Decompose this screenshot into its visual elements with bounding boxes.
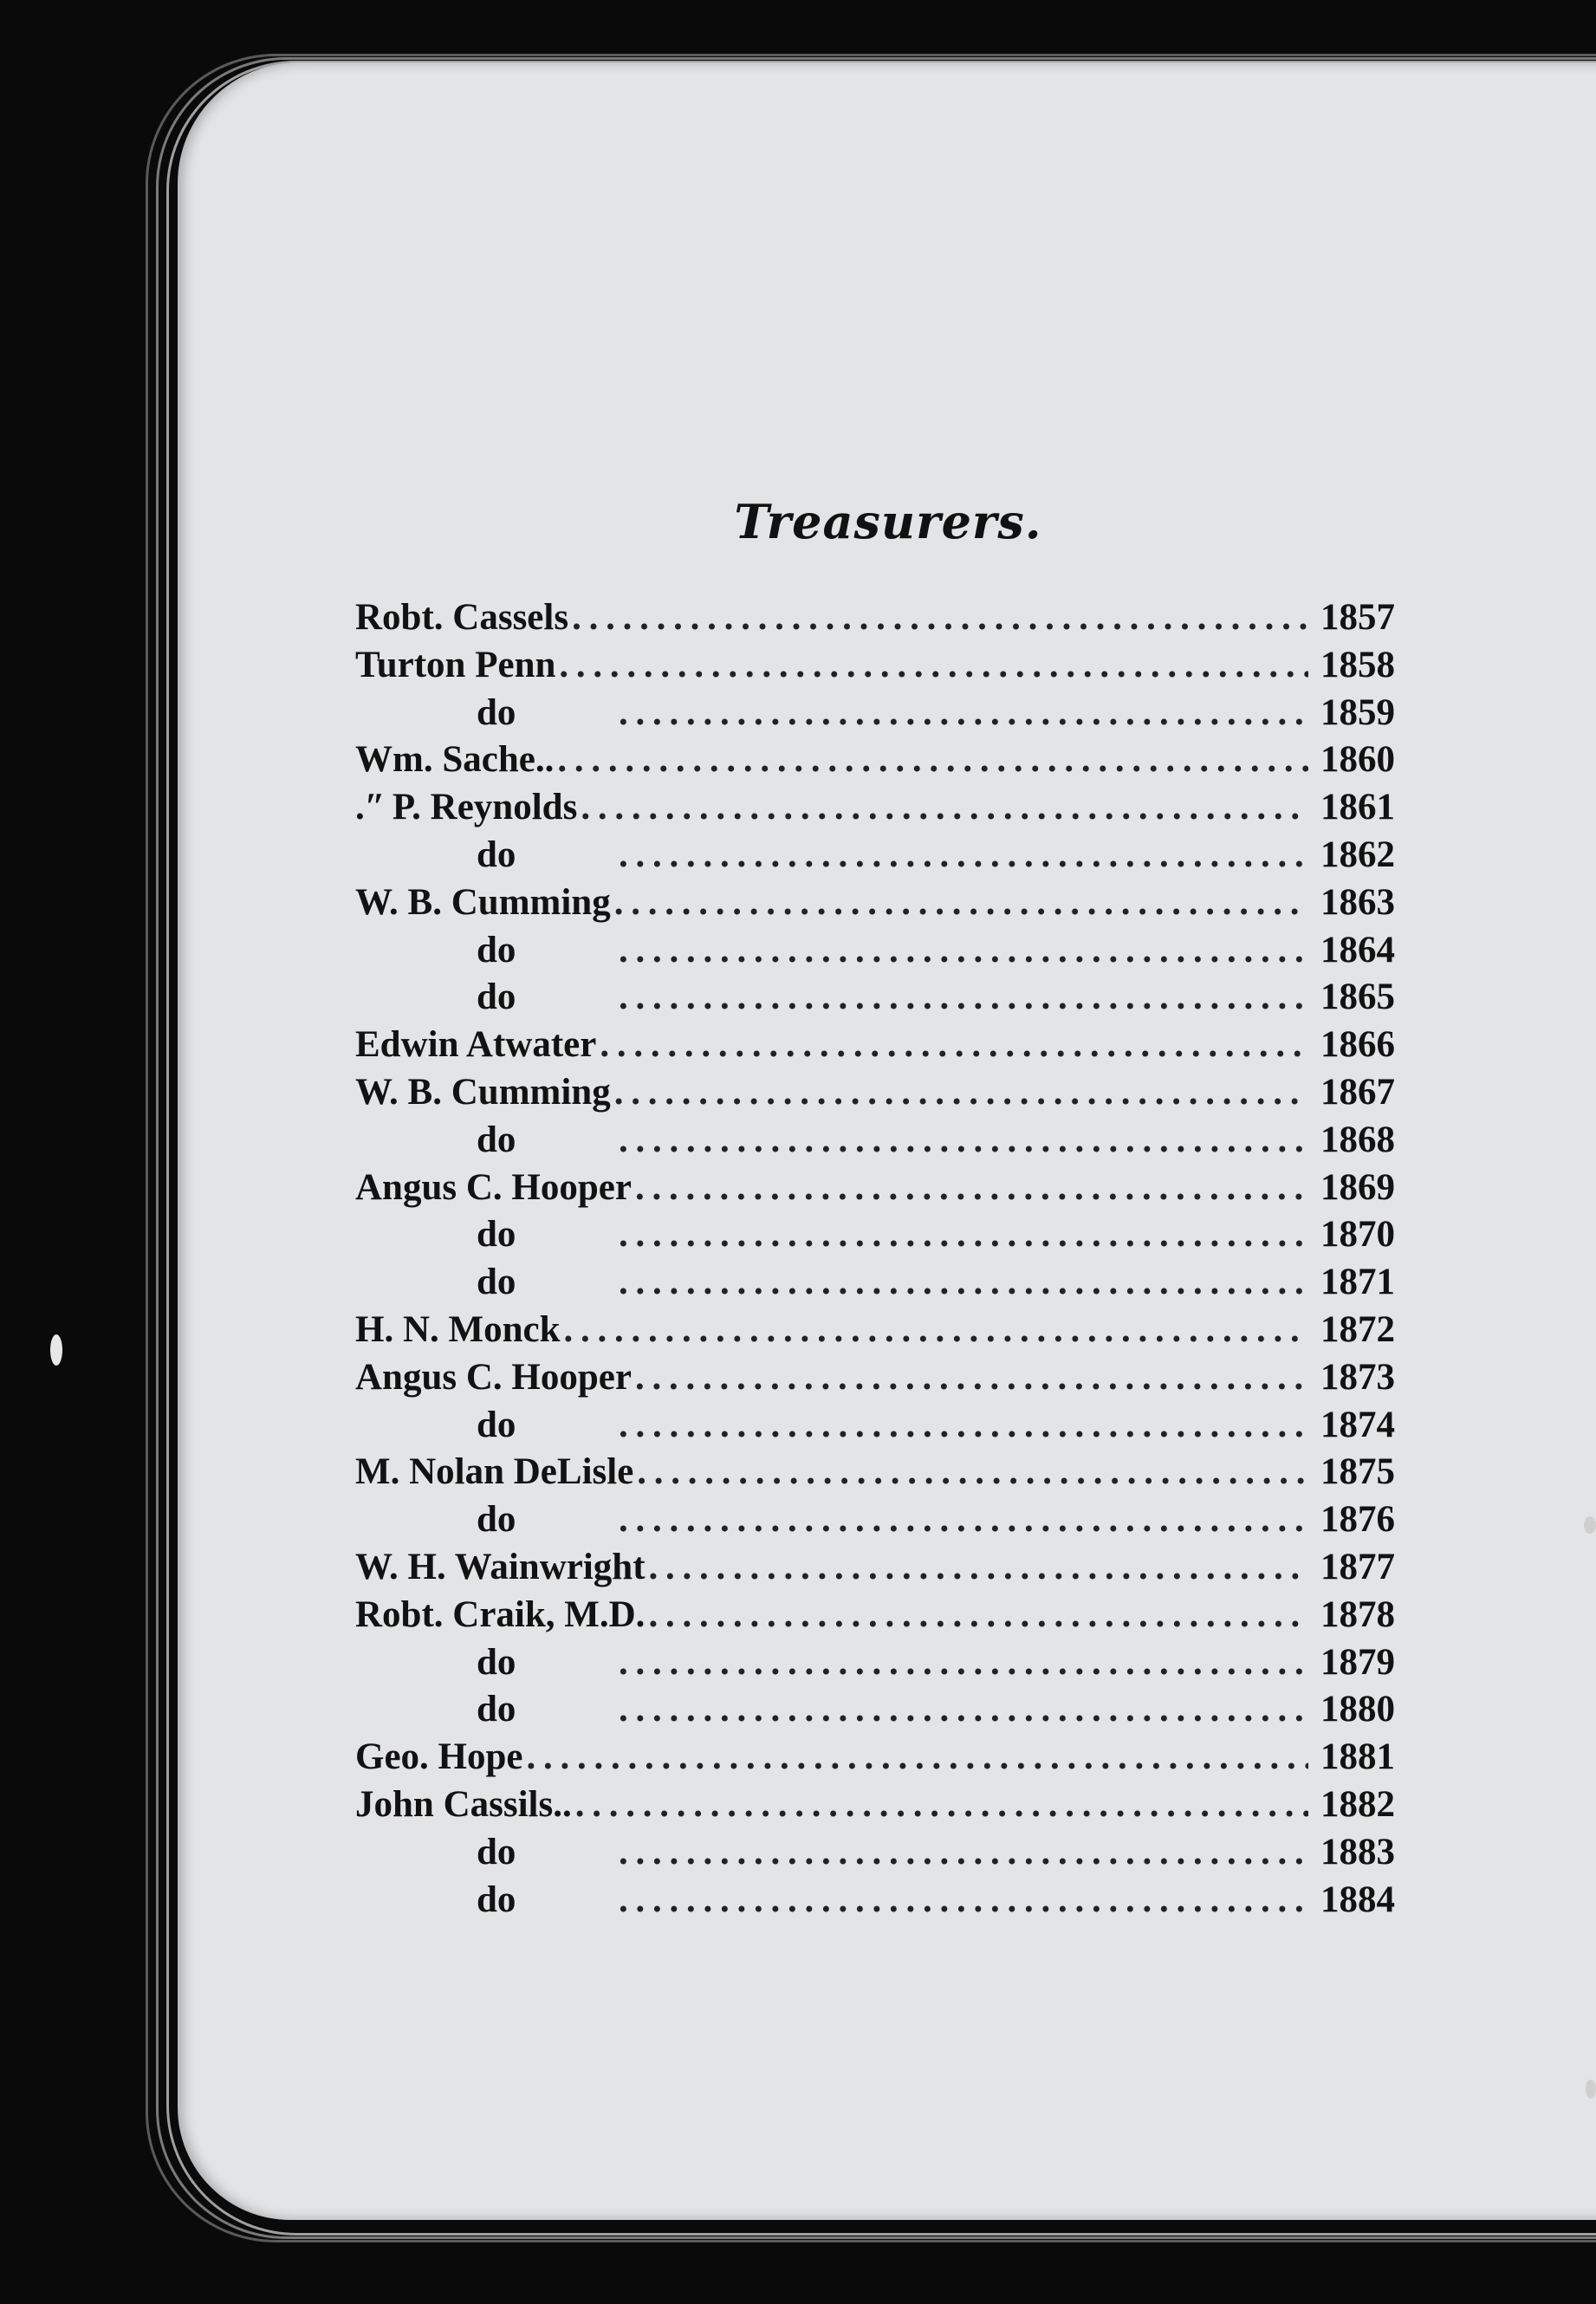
dot-leader xyxy=(619,1213,1308,1256)
list-item xyxy=(355,1736,1395,1783)
dot-leader xyxy=(619,691,1308,734)
list-item xyxy=(355,1451,1395,1498)
treasurer-year: 1870 xyxy=(1320,1214,1395,1256)
scan-speck xyxy=(1584,1516,1596,1534)
treasurer-year: 1883 xyxy=(1320,1831,1395,1872)
treasurer-name: do xyxy=(477,1404,516,1445)
dot-leader xyxy=(575,1783,1308,1826)
treasurer-year: 1875 xyxy=(1320,1451,1395,1493)
treasurer-year: 1878 xyxy=(1320,1593,1395,1635)
treasurer-year: 1867 xyxy=(1320,1071,1395,1113)
treasurer-name: H. N. Monck xyxy=(355,1308,561,1350)
treasurer-name: do xyxy=(477,1214,516,1256)
list-item xyxy=(355,1023,1395,1071)
dot-leader xyxy=(559,644,1308,686)
dot-leader xyxy=(619,1119,1308,1161)
list-item xyxy=(355,1783,1395,1831)
list-item xyxy=(355,1308,1395,1356)
treasurer-name: Robt. Cassels xyxy=(355,597,569,638)
treasurer-name: W. H. Wainwright xyxy=(355,1546,646,1587)
list-item xyxy=(355,1641,1395,1689)
dot-leader xyxy=(614,1071,1308,1113)
dot-leader xyxy=(619,1498,1308,1541)
list-item xyxy=(355,881,1395,929)
treasurer-name: Robt. Craik, M.D. xyxy=(355,1593,646,1635)
dot-leader xyxy=(600,1023,1308,1066)
list-item xyxy=(355,691,1395,739)
treasurer-name: W. B. Cumming xyxy=(355,881,611,923)
list-item xyxy=(355,786,1395,834)
list-item xyxy=(355,1166,1395,1214)
treasurer-name: Wm. Sache.. xyxy=(355,739,555,781)
dot-leader xyxy=(526,1736,1308,1778)
dot-leader xyxy=(564,1308,1309,1351)
treasurer-year: 1861 xyxy=(1320,787,1395,828)
treasurer-year: 1873 xyxy=(1320,1356,1395,1398)
list-item xyxy=(355,976,1395,1023)
treasurer-year: 1879 xyxy=(1320,1641,1395,1683)
treasurer-year: 1859 xyxy=(1320,691,1395,733)
dot-leader xyxy=(581,786,1308,828)
treasurer-year: 1884 xyxy=(1320,1879,1395,1920)
treasurer-name: Edwin Atwater xyxy=(355,1024,597,1066)
treasurer-year: 1866 xyxy=(1320,1024,1395,1066)
treasurer-year: 1860 xyxy=(1320,739,1395,781)
dot-leader xyxy=(619,1404,1308,1446)
dot-leader xyxy=(619,834,1308,876)
dot-leader xyxy=(614,881,1308,924)
dot-leader xyxy=(649,1546,1308,1588)
list-item xyxy=(355,1831,1395,1879)
treasurer-name: do xyxy=(477,1831,516,1872)
treasurer-year: 1863 xyxy=(1320,881,1395,923)
treasurer-year: 1857 xyxy=(1320,597,1395,638)
dot-leader xyxy=(619,929,1308,971)
treasurer-year: 1865 xyxy=(1320,977,1395,1018)
treasurer-year: 1858 xyxy=(1320,644,1395,685)
treasurer-name: do xyxy=(477,1879,516,1920)
dot-leader xyxy=(557,738,1308,781)
treasurer-name: do xyxy=(477,929,516,970)
list-item xyxy=(355,1261,1395,1308)
treasurer-name: Angus C. Hooper xyxy=(355,1356,632,1398)
treasurer-name: Geo. Hope xyxy=(355,1736,523,1778)
list-item xyxy=(355,1879,1395,1926)
list-item xyxy=(355,1119,1395,1166)
scan-speck xyxy=(50,1334,62,1366)
list-item xyxy=(355,1546,1395,1593)
dot-leader xyxy=(619,1641,1308,1684)
dot-leader xyxy=(635,1166,1308,1209)
treasurer-year: 1868 xyxy=(1320,1119,1395,1160)
treasurer-year: 1864 xyxy=(1320,929,1395,970)
treasurer-name: do xyxy=(477,1119,516,1160)
treasurer-name: Angus C. Hooper xyxy=(355,1166,632,1208)
scan-speck xyxy=(1586,2080,1596,2099)
treasurers-list xyxy=(355,596,1395,1925)
treasurer-name: .ʺ P. Reynolds xyxy=(355,787,578,828)
treasurer-name: do xyxy=(477,1641,516,1683)
treasurer-year: 1877 xyxy=(1320,1546,1395,1587)
treasurer-name: do xyxy=(477,834,516,875)
treasurer-year: 1872 xyxy=(1320,1308,1395,1350)
list-item xyxy=(355,644,1395,691)
treasurer-year: 1874 xyxy=(1320,1404,1395,1445)
treasurer-year: 1882 xyxy=(1320,1783,1395,1825)
treasurer-name: W. B. Cumming xyxy=(355,1071,611,1113)
list-item xyxy=(355,1356,1395,1404)
list-item xyxy=(355,1688,1395,1736)
treasurer-year: 1880 xyxy=(1320,1689,1395,1730)
dot-leader xyxy=(619,1831,1308,1873)
dot-leader xyxy=(572,596,1308,639)
list-item xyxy=(355,738,1395,786)
dot-leader xyxy=(648,1593,1308,1636)
treasurer-name: do xyxy=(477,691,516,733)
page-title: Treasurers. xyxy=(734,494,1042,549)
treasurer-name: John Cassils.. xyxy=(355,1783,572,1825)
list-item xyxy=(355,834,1395,881)
list-item xyxy=(355,1213,1395,1261)
treasurer-name: do xyxy=(477,1689,516,1730)
list-item xyxy=(355,1404,1395,1451)
treasurer-year: 1862 xyxy=(1320,834,1395,875)
list-item xyxy=(355,1593,1395,1641)
dot-leader xyxy=(619,1879,1308,1921)
treasurer-year: 1869 xyxy=(1320,1166,1395,1208)
dot-leader xyxy=(637,1451,1308,1493)
dot-leader xyxy=(619,976,1308,1018)
treasurer-year: 1876 xyxy=(1320,1499,1395,1541)
list-item xyxy=(355,1498,1395,1546)
dot-leader xyxy=(619,1688,1308,1730)
list-item xyxy=(355,929,1395,977)
dot-leader xyxy=(619,1261,1308,1303)
list-item xyxy=(355,1071,1395,1119)
dot-leader xyxy=(635,1356,1308,1399)
treasurer-name: do xyxy=(477,1499,516,1541)
treasurer-year: 1881 xyxy=(1320,1736,1395,1778)
treasurer-name: Turton Penn xyxy=(355,644,556,685)
treasurer-year: 1871 xyxy=(1320,1262,1395,1303)
treasurer-name: do xyxy=(477,977,516,1018)
list-item xyxy=(355,596,1395,644)
treasurer-name: do xyxy=(477,1262,516,1303)
treasurer-name: M. Nolan DeLisle xyxy=(355,1451,634,1493)
